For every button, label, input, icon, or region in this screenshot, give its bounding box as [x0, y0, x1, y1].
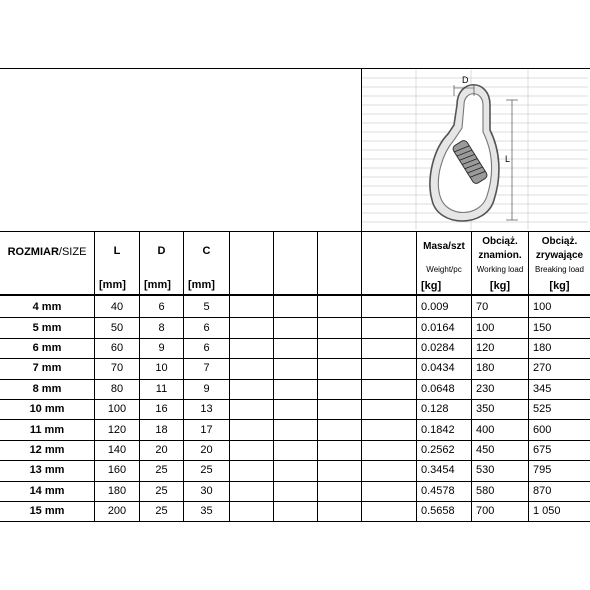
cell-breaking: 795 [533, 464, 552, 477]
cell-breaking: 100 [533, 301, 552, 314]
cell-size: 14 mm [29, 484, 65, 497]
cell-C: 35 [200, 505, 213, 518]
unit-C: [mm] [188, 279, 215, 291]
col-divider-6 [317, 231, 318, 521]
dimension-L [505, 100, 518, 220]
cell-D: 10 [155, 362, 168, 375]
cell-D: 20 [155, 443, 168, 456]
cell-working: 400 [476, 423, 495, 436]
cell-C: 5 [203, 301, 210, 314]
header-weight-pl: Masa/szt [423, 240, 465, 252]
cell-D: 25 [155, 505, 168, 518]
header-working-pl-2: znamion. [478, 249, 522, 261]
cell-D: 8 [158, 321, 165, 334]
label-D: D [462, 75, 469, 85]
cell-breaking: 1 050 [533, 505, 561, 518]
cell-C: 20 [200, 443, 213, 456]
cell-breaking: 150 [533, 321, 552, 334]
header-weight-unit: [kg] [421, 280, 442, 292]
cell-weight: 0.0648 [421, 382, 455, 395]
cell-working: 350 [476, 403, 495, 416]
header-L: L [113, 245, 121, 257]
cell-working: 100 [476, 321, 495, 334]
header-C: C [202, 245, 211, 257]
top-border [0, 68, 590, 69]
header-D: D [157, 245, 166, 257]
cell-size: 10 mm [29, 403, 65, 416]
cell-size: 11 mm [29, 423, 65, 436]
cell-working: 120 [476, 341, 495, 354]
cell-size: 4 mm [32, 301, 62, 314]
cell-weight: 0.0284 [421, 341, 455, 354]
cell-breaking: 180 [533, 341, 552, 354]
cell-size: 8 mm [32, 382, 62, 395]
cell-L: 140 [107, 443, 127, 456]
cell-breaking: 600 [533, 423, 552, 436]
cell-breaking: 345 [533, 382, 552, 395]
cell-working: 700 [476, 505, 495, 518]
header-working-pl-1: Obciąż. [482, 235, 518, 247]
header-size-pl: ROZMIAR [7, 246, 59, 258]
header-size-slash: / [58, 246, 62, 258]
cell-C: 6 [203, 321, 210, 334]
cell-C: 30 [200, 484, 213, 497]
header-breaking-unit: [kg] [549, 280, 570, 292]
cell-L: 100 [107, 403, 127, 416]
cell-size: 7 mm [32, 362, 62, 375]
cell-L: 70 [110, 362, 124, 375]
cell-breaking: 525 [533, 403, 552, 416]
header-working-unit: [kg] [489, 280, 511, 292]
cell-C: 7 [203, 362, 210, 375]
cell-C: 6 [203, 341, 210, 354]
cell-working: 450 [476, 443, 495, 456]
cell-working: 580 [476, 484, 495, 497]
header-breaking-en: Breaking load [535, 264, 584, 274]
cell-size: 6 mm [32, 341, 62, 354]
header-size [0, 232, 94, 272]
header-weight-en: Weight/pc [426, 264, 462, 274]
cell-size: 12 mm [29, 443, 65, 456]
cell-weight: 0.3454 [421, 464, 455, 477]
cell-D: 16 [155, 403, 168, 416]
unit-L: [mm] [99, 279, 126, 291]
cell-D: 25 [155, 484, 168, 497]
cell-breaking: 870 [533, 484, 552, 497]
cell-L: 50 [110, 321, 124, 334]
cell-working: 180 [476, 362, 495, 375]
cell-D: 9 [158, 341, 165, 354]
cell-D: 25 [155, 464, 168, 477]
cell-C: 25 [200, 464, 213, 477]
cell-breaking: 675 [533, 443, 552, 456]
cell-weight: 0.5658 [421, 505, 455, 518]
cell-D: 11 [155, 382, 168, 395]
label-L: L [505, 154, 511, 164]
header-bottom-border [0, 294, 590, 296]
cell-D: 6 [158, 301, 165, 314]
header-breaking-pl-2: zrywające [535, 249, 584, 261]
cell-working: 530 [476, 464, 495, 477]
cell-L: 180 [107, 484, 127, 497]
cell-L: 200 [107, 505, 127, 518]
cell-size: 5 mm [32, 321, 62, 334]
cell-weight: 0.1842 [421, 423, 455, 436]
cell-weight: 0.2562 [421, 443, 455, 456]
header-breaking-pl-1: Obciąż. [541, 235, 578, 247]
cell-L: 80 [110, 382, 124, 395]
cell-D: 18 [155, 423, 168, 436]
cell-working: 70 [476, 301, 489, 314]
cell-C: 13 [200, 403, 213, 416]
cell-size: 13 mm [29, 464, 65, 477]
cell-working: 230 [476, 382, 495, 395]
cell-C: 9 [203, 382, 210, 395]
cell-size: 15 mm [29, 505, 65, 518]
cell-weight: 0.0434 [421, 362, 455, 375]
cell-C: 17 [200, 423, 213, 436]
cell-breaking: 270 [533, 362, 552, 375]
cell-weight: 0.009 [421, 301, 449, 314]
cell-weight: 0.4578 [421, 484, 455, 497]
cell-L: 60 [110, 341, 124, 354]
cell-weight: 0.128 [421, 403, 449, 416]
col-divider-4 [229, 231, 230, 521]
cell-L: 160 [107, 464, 127, 477]
cell-L: 120 [107, 423, 127, 436]
cell-weight: 0.0164 [421, 321, 455, 334]
cell-L: 40 [110, 301, 124, 314]
header-size-en: SIZE [61, 246, 87, 258]
header-working-en: Working load [476, 264, 524, 274]
unit-D: [mm] [144, 279, 171, 291]
col-divider-5 [273, 231, 274, 521]
snap-hook-diagram [362, 70, 588, 230]
